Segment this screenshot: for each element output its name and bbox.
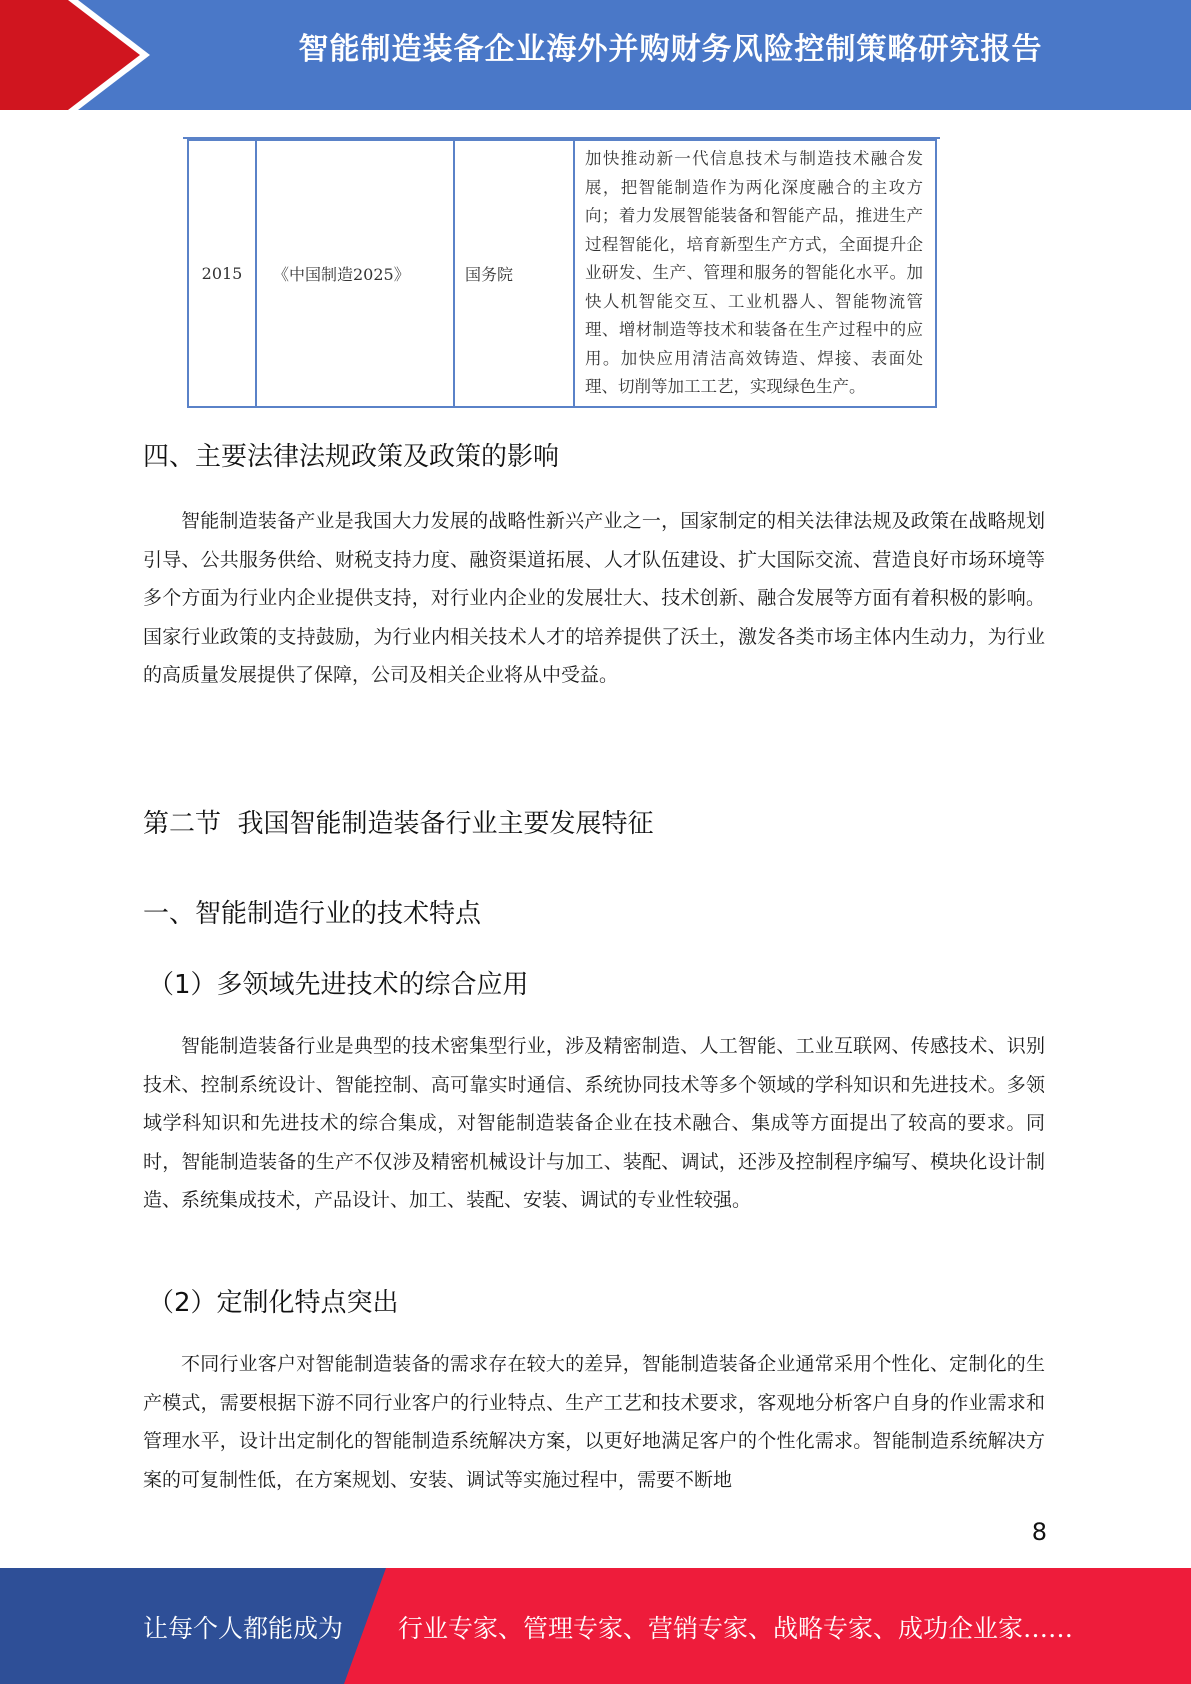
policy-issuer-cell: 国务院	[454, 140, 574, 407]
footer-banner	[0, 1568, 1191, 1684]
report-title: 智能制造装备企业海外并购财务风险控制策略研究报告	[298, 32, 1043, 67]
page-number: 8	[1031, 1518, 1047, 1546]
footer-slogan-left: 让每个人都能成为	[143, 1614, 344, 1643]
chapter-heading: 第二节 我国智能制造装备行业主要发展特征	[143, 809, 654, 839]
section4-paragraph: 智能制造装备产业是我国大力发展的战略性新兴产业之一，国家制定的相关法律法规及政策在战略规划引导、公共服务供给、财税支持力度、融资渠道拓展、人才队伍建设、扩大国际交流、营造良好市场环境等多个方面为行业内企业提供支持，对行业内企业的发展壮大、技术创新、融合发展等方面有着积极的影响。国家行业政策的支持鼓励，为行业内相关技术人才的培养提供了沃土，激发各类市场主体内生动力，为行业的高质量发展提供了保障，公司及相关企业将从中受益。	[143, 510, 1045, 686]
header-chevron-arrow	[0, 0, 140, 110]
sub2-paragraph: 不同行业客户对智能制造装备的需求存在较大的差异，智能制造装备企业通常采用个性化、定制化的生产模式，需要根据下游不同行业客户的行业特点、生产工艺和技术要求，客观地分析客户自身的作业需求和管理水平，设计出定制化的智能制造系统解决方案，以更好地满足客户的个性化需求。智能制造系统解决方案的可复制性低，在方案规划、安装、调试等实施过程中，需要不断地	[143, 1353, 1045, 1491]
table-row	[188, 140, 936, 407]
section4-heading: 四、主要法律法规政策及政策的影响	[143, 442, 560, 472]
header-banner	[0, 0, 1191, 110]
sub1-heading: （1）多领域先进技术的综合应用	[148, 970, 529, 1000]
policy-table	[187, 139, 937, 408]
policy-content-cell: 加快推动新一代信息技术与制造技术融合发展，把智能制造作为两化深度融合的主攻方向；着力发展智能装备和智能产品，推进生产过程智能化，培育新型生产方式，全面提升企业研发、生产、管理和服务的智能化水平。加快人机智能交互、工业机器人、智能物流管理、增材制造等技术和装备在生产过程中的应用。加快应用清洁高效铸造、焊接、表面处理、切削等加工工艺，实现绿色生产。	[574, 140, 936, 407]
policy-year-cell: 2015	[188, 140, 256, 407]
footer-slogan-right: 行业专家、管理专家、营销专家、战略专家、成功企业家……	[398, 1614, 1074, 1643]
part1-heading: 一、智能制造行业的技术特点	[143, 899, 482, 929]
sub2-heading: （2）定制化特点突出	[148, 1288, 399, 1318]
sub1-paragraph: 智能制造装备行业是典型的技术密集型行业，涉及精密制造、人工智能、工业互联网、传感技术、识别技术、控制系统设计、智能控制、高可靠实时通信、系统协同技术等多个领域的学科知识和先进技术。多领域学科知识和先进技术的综合集成，对智能制造装备企业在技术融合、集成等方面提出了较高的要求。同时，智能制造装备的生产不仅涉及精密机械设计与加工、装配、调试，还涉及控制程序编写、模块化设计制造、系统集成技术，产品设计、加工、装配、安装、调试的专业性较强。	[143, 1035, 1045, 1211]
policy-document-cell: 《中国制造2025》	[256, 140, 454, 407]
